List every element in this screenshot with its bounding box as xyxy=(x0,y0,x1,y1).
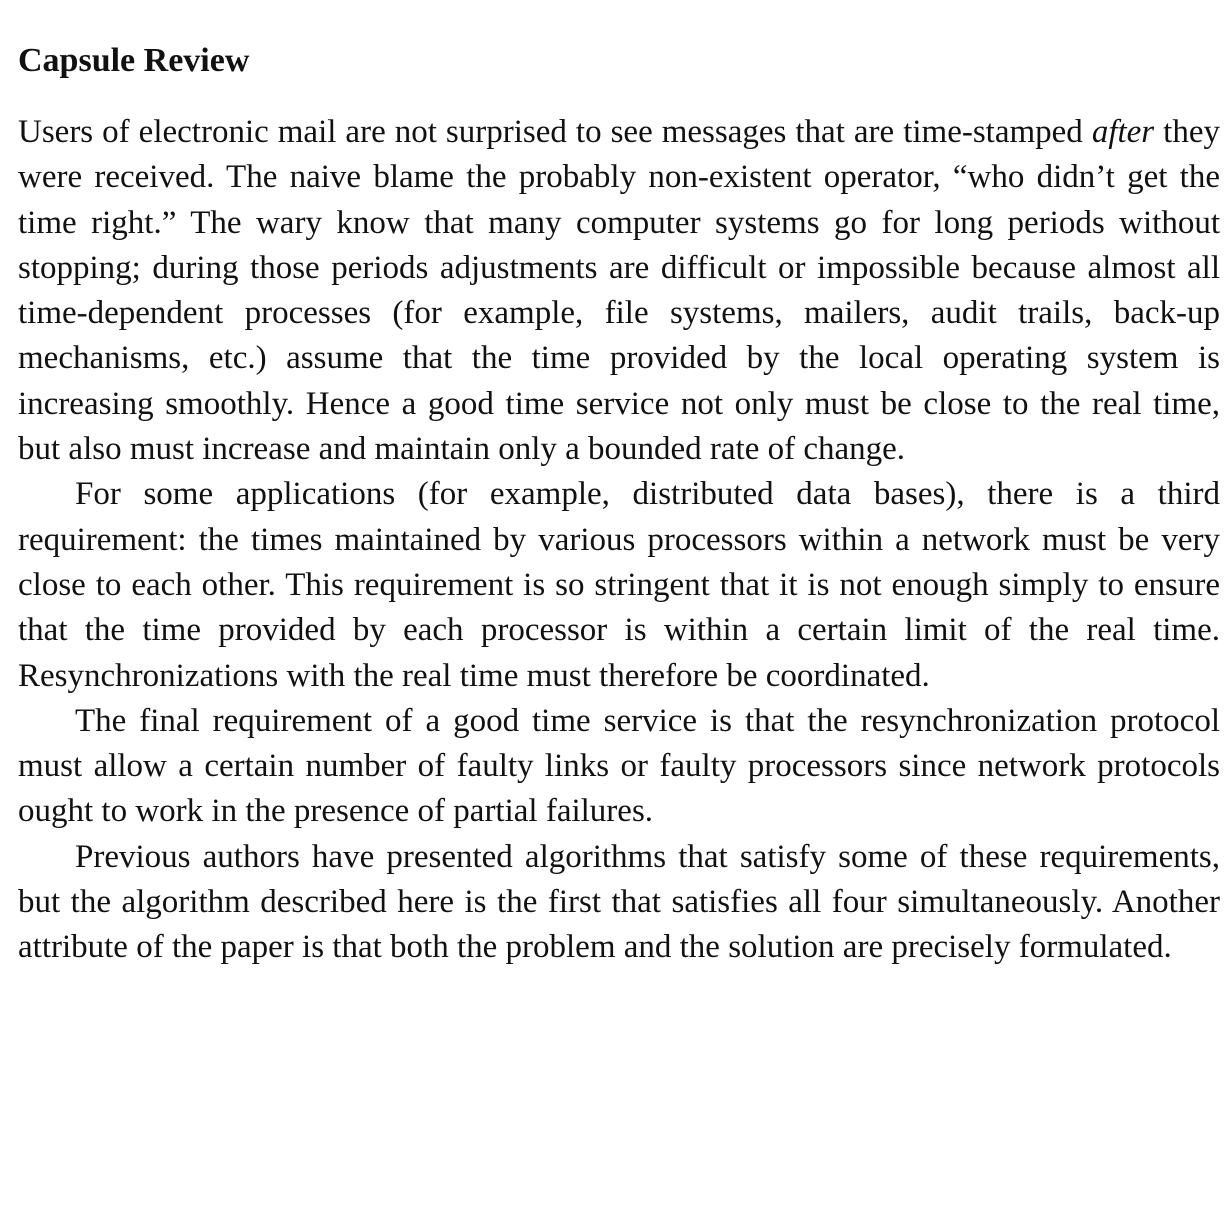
paragraph-1-start: Users of electronic mail are not surprised to see messages that are time-stamped xyxy=(18,114,1092,150)
paragraph-1-end: they were received. The naive blame the probably non-existent operator, “who didn’t get the time right.” The wary know that many computer systems go for long periods without stopping; during those periods adjustments are difficult or impossible because almost all time-dependent processes (for example, file systems, mailers, audit trails, back-up mechanisms, etc.) assume that the time provided by the local operating system is increasing smoothly. Hence a good time service not only must be close to the real time, but also must increase and maintain only a bounded rate of change. xyxy=(18,114,1220,468)
paragraph-3: The final requirement of a good time service is that the resynchronization protocol must allow a certain number of faulty links or faulty processors since network protocols ought to work in the presence of partial failures. xyxy=(18,702,1220,830)
capsule-review xyxy=(18,38,1220,971)
emphasis-after: after xyxy=(1091,114,1155,150)
paragraph-2: For some applications (for example, distributed data bases), there is a third requirement: the times maintained by various processors within a network must be very close to each other. This requirement is so stringent that it is not enough simply to ensure that the time provided by each processor is within a certain limit of the real time. Resynchronizations with the real time must therefore be coordinated. xyxy=(18,476,1220,694)
section-heading: Capsule Review xyxy=(18,42,250,79)
paragraph-1 xyxy=(18,110,1220,472)
paragraph-4: Previous authors have presented algorithms that satisfy some of these requirements, but the algorithm described here is the first that satisfies all four simultaneously. Another attribute of the paper is that both the problem and the solution are precisely formulated. xyxy=(18,838,1220,966)
